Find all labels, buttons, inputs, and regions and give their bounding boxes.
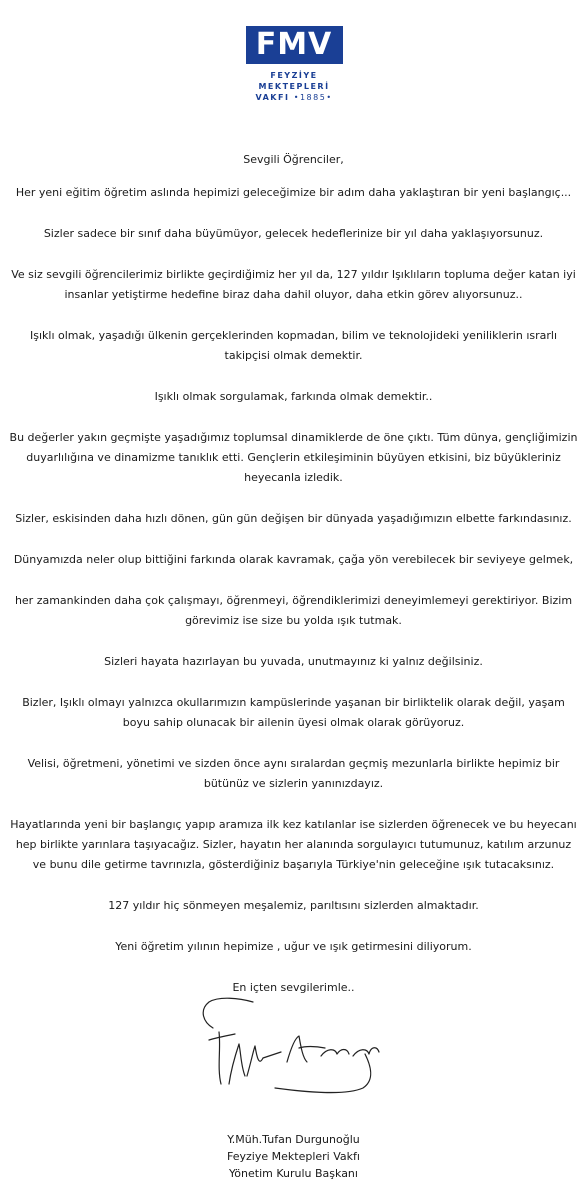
letter-body — [8, 150, 579, 1019]
signer-name: Y.Müh.Tufan Durgunoğlu — [227, 1133, 360, 1146]
handwritten-signature — [195, 992, 385, 1097]
logo-line-mektepleri: MEKTEPLERİ — [258, 82, 330, 91]
letter-paragraph: Her yeni eğitim öğretim aslında hepimizi geleceğimize bir adım daha yaklaştıran bir yeni başlangıç... — [15, 186, 572, 199]
signature-stroke — [209, 1034, 235, 1040]
signature-block — [8, 1131, 579, 1182]
signer-role: Yönetim Kurulu Başkanı — [229, 1167, 358, 1180]
logo-vakfi-text: VAKFI — [255, 93, 290, 102]
logo-year: •1885• — [293, 93, 333, 102]
letter-paragraph: Sizler sadece bir sınıf daha büyümüyor, gelecek hedeflerinize bir yıl daha yaklaşıyorsunuz. — [43, 227, 544, 240]
signature-stroke — [321, 1050, 349, 1057]
letter-paragraph: Bizler, Işıklı olmayı yalnızca okullarımızın kampüslerinde yaşanan bir birliktelik olarak değil, yaşam boyu sahip olunacak bir ailenin üyesi olmak olarak görüyoruz. — [22, 696, 565, 729]
letter-paragraph: her zamankinden daha çok çalışmayı, öğrenmeyi, öğrendiklerimizi deneyimlemeyi gerektiriyor. Bizim görevimiz ise size bu yolda ışık tutmak. — [14, 594, 573, 627]
letter-paragraph: Işıklı olmak sorgulamak, farkında olmak demektir.. — [154, 390, 433, 403]
signature-stroke — [229, 1044, 245, 1084]
letter-paragraph: Bu değerler yakın geçmişte yaşadığımız toplumsal dinamiklerde de öne çıktı. Tüm dünya, gençliğimizin duyarlılığına ve dinamizme tanıklık etti. Gençlerin etkileşiminin büyüyen etkisini, biz büyükleriniz heyecanla izledik. — [9, 431, 578, 484]
letter-closing: En içten sevgilerimle.. — [232, 981, 355, 994]
letter-paragraph: Velisi, öğretmeni, yönetimi ve sizden önce aynı sıralardan geçmiş mezunlarla birlikte hepimiz bir bütünüz ve sizlerin yanınızdayız. — [27, 757, 560, 790]
signature-stroke — [219, 1032, 221, 1084]
letter-paragraph: Işıklı olmak, yaşadığı ülkenin gerçeklerinden kopmadan, bilim ve teknolojideki yeniliklerin ısrarlı takipçisi olmak demektir. — [29, 329, 558, 362]
signature-stroke — [203, 998, 253, 1028]
logo-mark: FMV — [246, 26, 343, 64]
signature-stroke — [275, 1054, 371, 1093]
signature-stroke — [247, 1046, 281, 1076]
signature-stroke — [299, 1047, 325, 1049]
fmv-logo — [244, 26, 344, 103]
letter-greeting: Sevgili Öğrenciler, — [243, 153, 344, 166]
logo-line-vakfi — [244, 92, 344, 103]
letter-paragraph: Sizler, eskisinden daha hızlı dönen, gün gün değişen bir dünyada yaşadığımızın elbette farkındasınız. — [15, 512, 572, 525]
letter-paragraph: Yeni öğretim yılının hepimize , uğur ve ışık getirmesini diliyorum. — [115, 940, 472, 953]
letter-paragraph: 127 yıldır hiç sönmeyen meşalemiz, parıltısını sizlerden almaktadır. — [108, 899, 479, 912]
letter-paragraph: Hayatlarında yeni bir başlangıç yapıp aramıza ilk kez katılanlar ise sizlerden öğrenecek ve bu heyecanı hep birlikte yarınlara taşıyacağız. Sizler, hayatın her alanında sorgulayıcı tutumunuz, katılım arzunuz ve bunu dile getirme tavrınızla, gösterdiğiniz başarıyla Türkiye'nin geleceğine ışık tutacaksınız. — [10, 818, 577, 871]
logo-line-feyziye: FEYZİYE — [270, 71, 318, 80]
letter-paragraph: Sizleri hayata hazırlayan bu yuvada, unutmayınız ki yalnız değilsiniz. — [104, 655, 483, 668]
signer-organization: Feyziye Mektepleri Vakfı — [227, 1150, 360, 1163]
letter-paragraph: Dünyamızda neler olup bittiğini farkında olarak kavramak, çağa yön verebilecek bir seviyeye gelmek, — [13, 553, 574, 566]
letter-paragraph: Ve siz sevgili öğrencilerimiz birlikte geçirdiğimiz her yıl da, 127 yıldır Işıklıların topluma değer katan iyi insanlar yetiştirme hedefine biraz daha dahil oluyor, daha etkin görev alıyorsunuz.. — [11, 268, 576, 301]
signature-stroke — [287, 1036, 307, 1062]
